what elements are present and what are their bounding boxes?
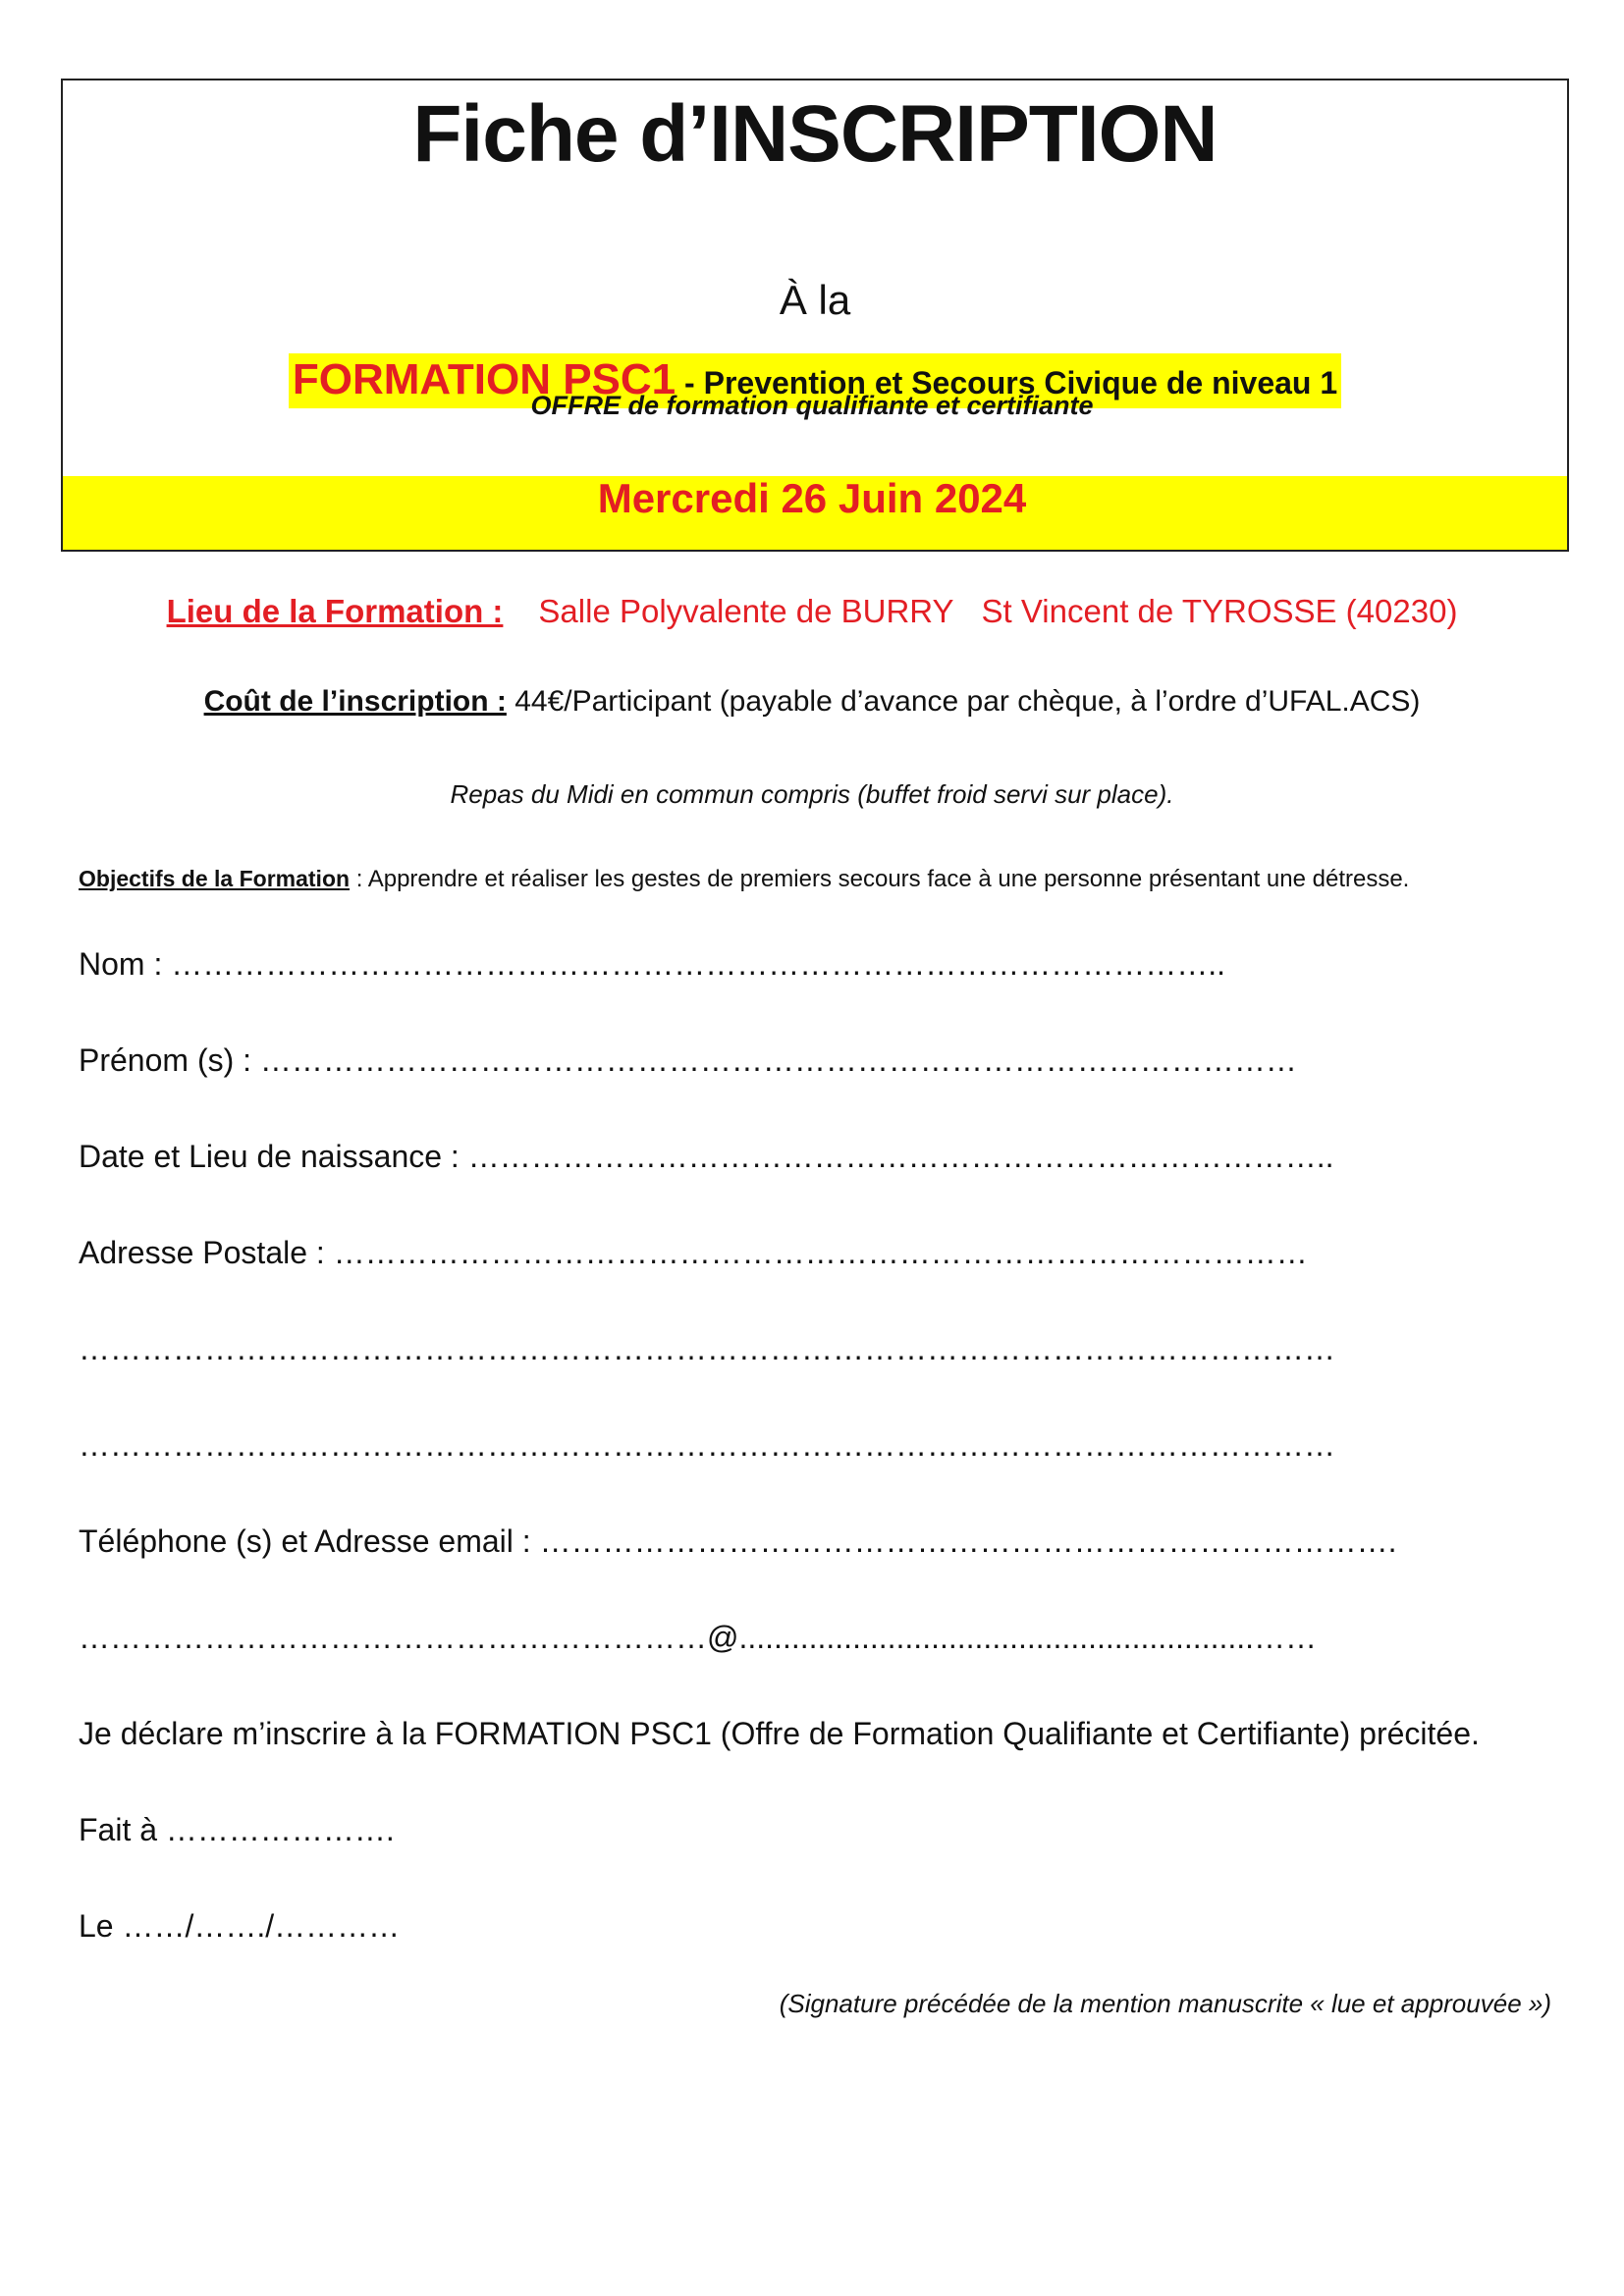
nom-field[interactable]: Nom : ……………………………………………………………………………………….. (79, 946, 1226, 982)
formation-name: FORMATION PSC1 (292, 355, 677, 403)
page-title: Fiche d’INSCRIPTION (412, 89, 1218, 179)
objectifs-label: Objectifs de la Formation (79, 866, 351, 891)
lieu-ville: St Vincent de TYROSSE (40230) (981, 593, 1458, 629)
telephone-field[interactable]: Téléphone (s) et Adresse email : ………………………………………………………………………. (79, 1523, 1397, 1559)
cout-value: 44€/Participant (payable d’avance par chèque, à l’ordre d’UFAL.ACS) (506, 685, 1421, 718)
adresse-line2-field[interactable]: ………………………………………………………………………………………………………… (79, 1331, 1335, 1366)
lieu-salle: Salle Polyvalente de BURRY (538, 593, 954, 629)
objectifs-row (79, 866, 1409, 893)
lieu-label: Lieu de la Formation : (166, 593, 504, 629)
date-field[interactable]: Le ……/……./………… (79, 1908, 401, 1944)
naissance-field[interactable]: Date et Lieu de naissance : ……………………………………………………………………….. (79, 1139, 1334, 1174)
repas-note: Repas du Midi en commun compris (buffet froid servi sur place). (450, 779, 1174, 809)
cout-label: Coût de l’inscription : (203, 685, 507, 718)
offer-row (0, 391, 1624, 421)
formation-date: Mercredi 26 Juin 2024 (597, 475, 1027, 521)
page-subtitle: À la (779, 277, 851, 323)
fait-a-field[interactable]: Fait à …………………. (79, 1812, 395, 1847)
cout-row (0, 685, 1624, 719)
email-field[interactable]: ……………………………………………………@...........................................................…… (79, 1620, 1318, 1655)
objectifs-text: : Apprendre et réaliser les gestes de premiers secours face à une personne présentant une détresse. (350, 866, 1410, 892)
offer-text: OFFRE de formation qualifiante et certifiante (530, 391, 1094, 420)
adresse-line3-field[interactable]: ………………………………………………………………………………………………………… (79, 1427, 1335, 1463)
lieu-row (0, 593, 1624, 630)
signature-note: (Signature précédée de la mention manuscrite « lue et approuvée ») (779, 1989, 1551, 2018)
prenom-field[interactable]: Prénom (s) : ……………………………………………………………………………………… (79, 1042, 1297, 1078)
adresse-field[interactable]: Adresse Postale : ………………………………………………………………………………… (79, 1235, 1308, 1270)
formation-description: - Prevention et Secours Civique de niveau 1 (676, 365, 1338, 400)
declaration-text: Je déclare m’inscrire à la FORMATION PSC1 (Offre de Formation Qualifiante et Certifiante) précitée. (79, 1716, 1480, 1751)
